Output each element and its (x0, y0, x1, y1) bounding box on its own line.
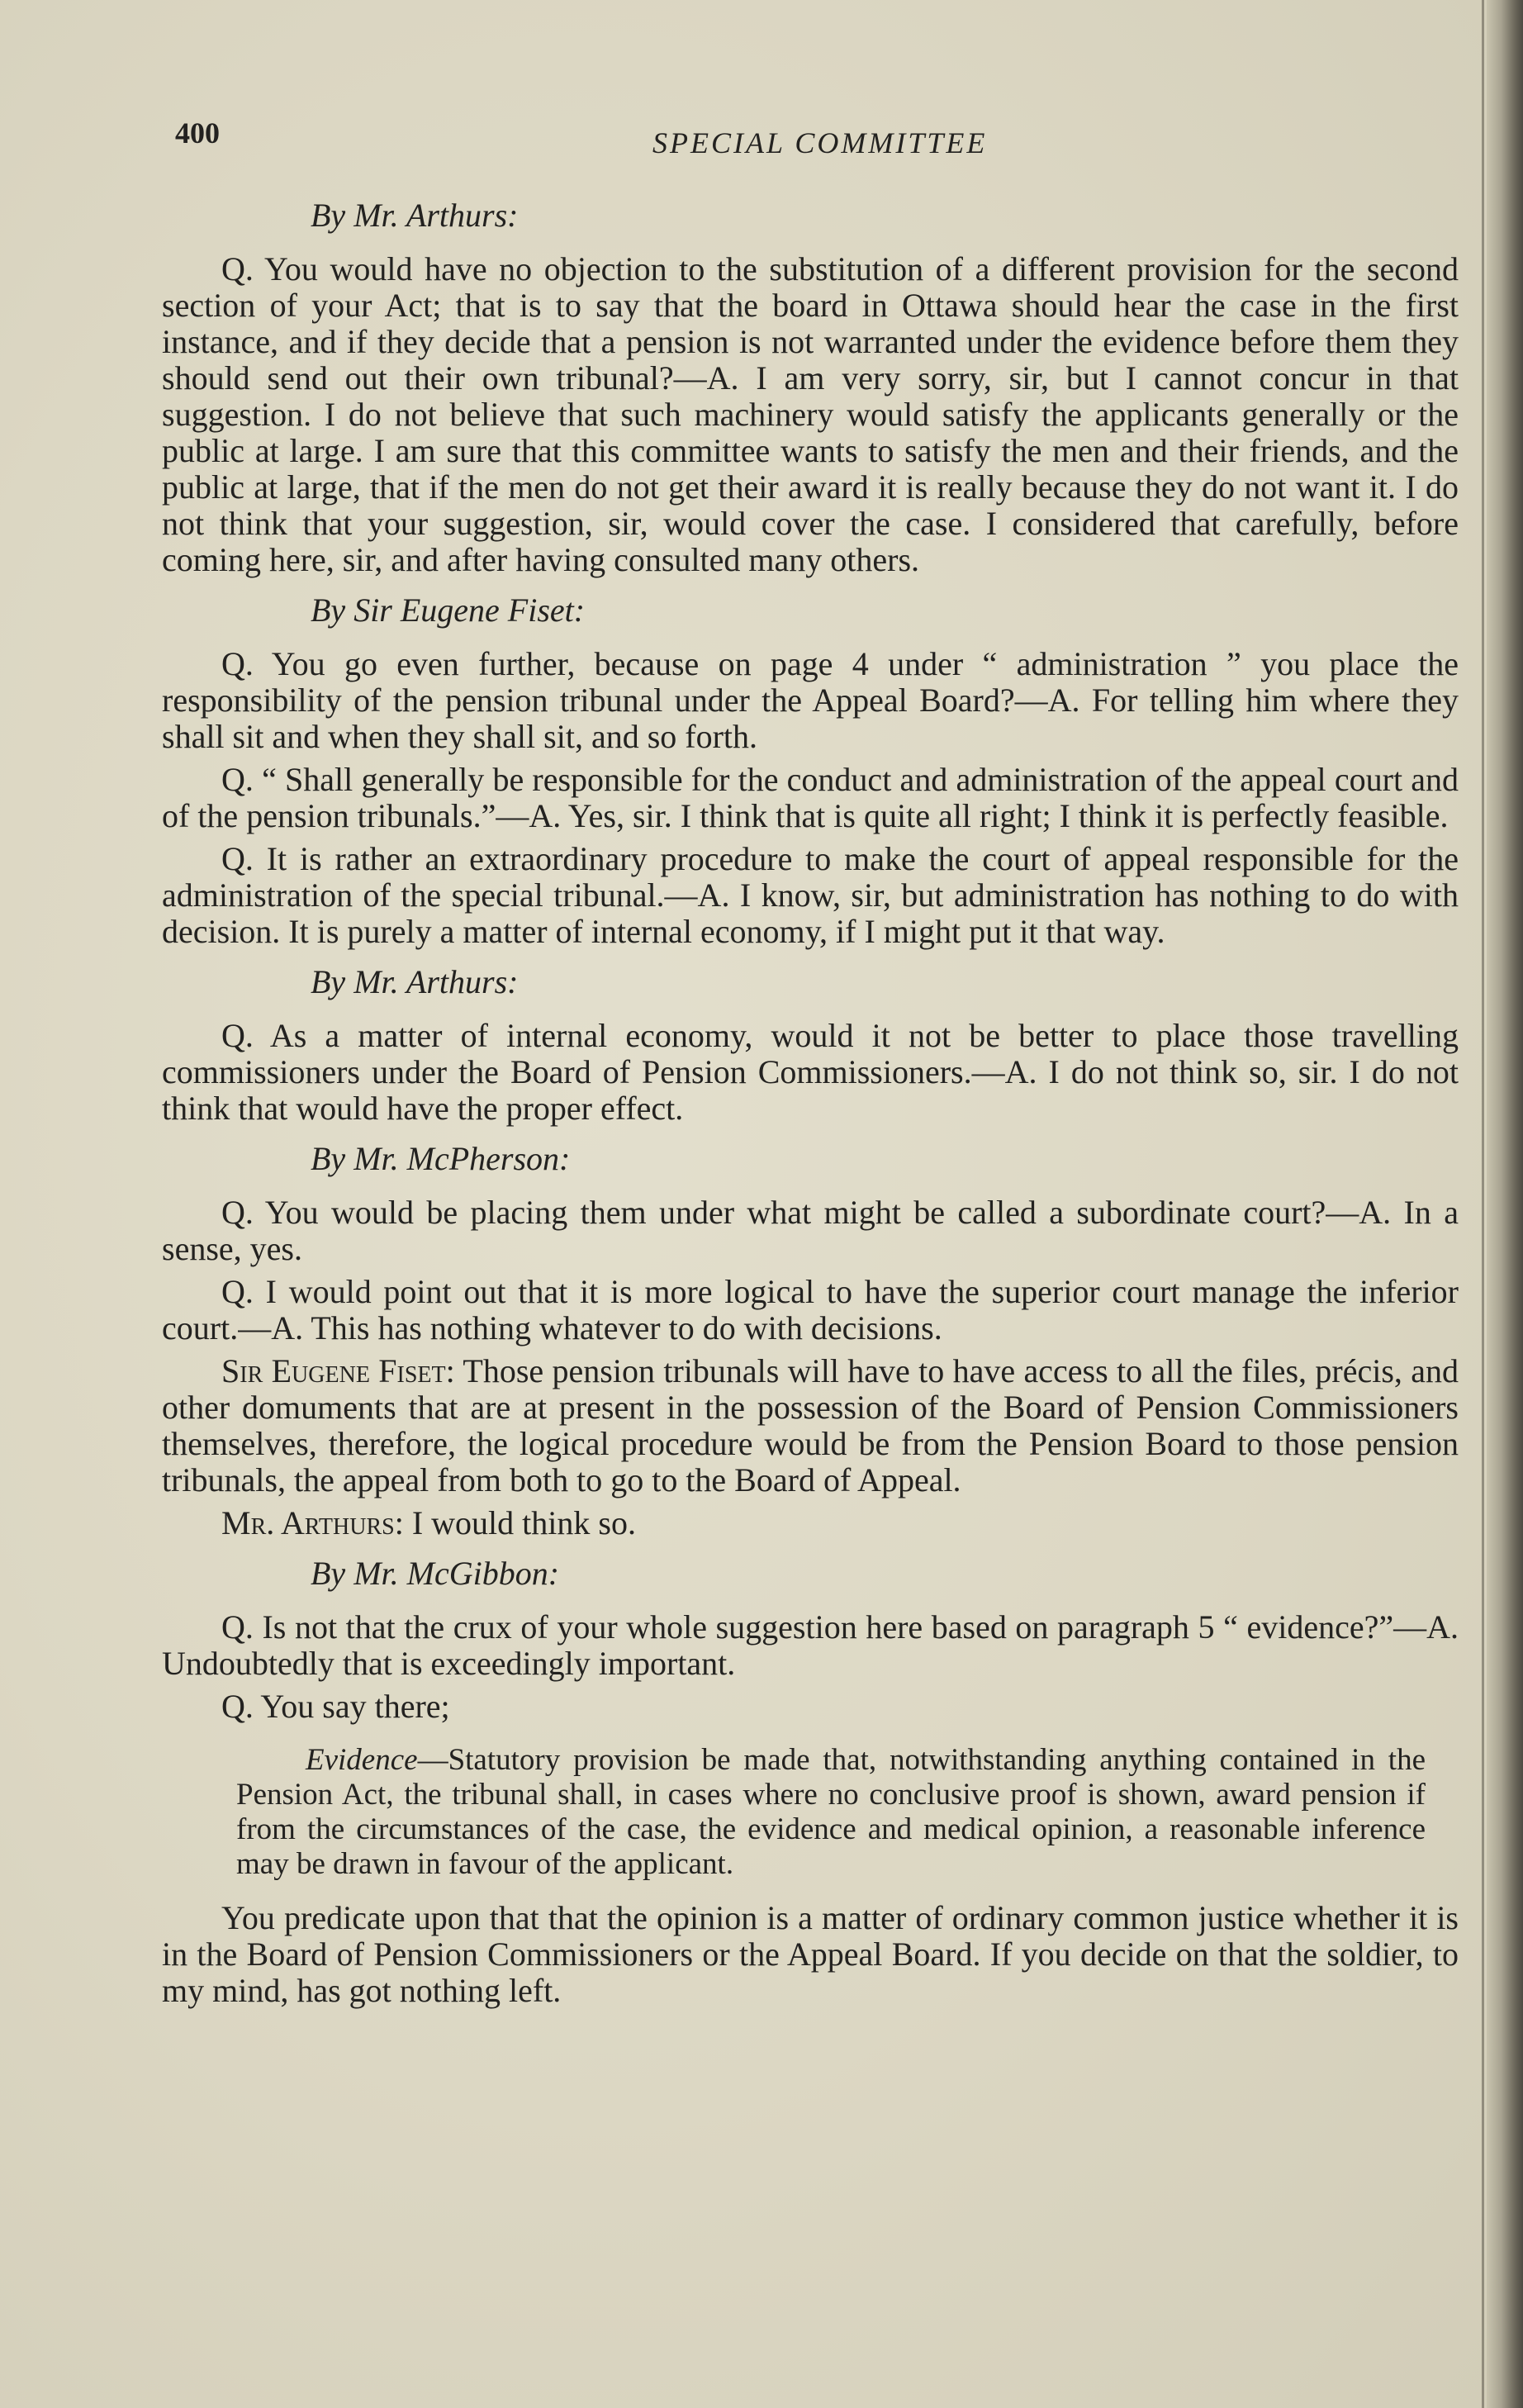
statement-speaker: Sir Eugene Fiset: (221, 1352, 455, 1389)
paragraph: Q. As a matter of internal economy, would it not be better to place those travelling commissioners under the Board of Pension Commissioners.—A. I do not think so, sir. I do not think that would have the proper effect. (162, 1017, 1459, 1127)
page-header (0, 107, 1487, 157)
quote-text: —Statutory provision be made that, notwithstanding anything contained in the Pension Act, the tribunal shall, in cases where no conclusive proof is shown, award pension if from the circumstances of the case, the evidence and medical opinion, a reasonable inference may be drawn in favour of the applicant. (236, 1743, 1426, 1881)
paragraph: Q. You go even further, because on page 4 under “ administration ” you place the responsibility of the pension tribunal under the Appeal Board?—A. For telling him where they shall sit and when they shall sit, and so forth. (162, 645, 1459, 755)
speaker-heading: By Mr. Arthurs: (311, 963, 519, 1000)
page-number: 400 (175, 116, 220, 150)
paragraph: Q. Is not that the crux of your whole suggestion here based on paragraph 5 “ evidence?”—A. Undoubtedly that is exceedingly important. (162, 1608, 1459, 1682)
statement-paragraph (162, 1505, 1459, 1541)
paragraph: Q. It is rather an extraordinary procedure to make the court of appeal responsible for the administration of the special tribunal.—A. I know, sir, but administration has nothing to do with decision. It is purely a matter of internal economy, if I might put it that way. (162, 840, 1459, 950)
speaker-heading: By Mr. Arthurs: (311, 197, 519, 234)
statement-paragraph (162, 1353, 1459, 1498)
running-head: SPECIAL COMMITTEE (652, 126, 988, 159)
paragraph: Q. You say there; (221, 1688, 450, 1725)
block-quote (236, 1743, 1426, 1882)
page-body (162, 183, 1459, 2016)
statement-text: Those pension tribunals will have to have access to all the files, précis, and other domuments that are at present in the possession of the Board of Pension Commissioners themselves, therefore, the logical procedure would be from the Pension Board to those pension tribunals, the appeal from both to go to the Board of Appeal. (162, 1352, 1459, 1498)
speaker-heading: By Sir Eugene Fiset: (311, 591, 586, 629)
paragraph: Q. “ Shall generally be responsible for the conduct and administration of the appeal court and of the pension tribunals.”—A. Yes, sir. I think that is quite all right; I think it is perfectly feasible. (162, 761, 1459, 834)
statement-speaker: Mr. Arthurs: (221, 1504, 404, 1541)
paragraph: Q. I would point out that it is more logical to have the superior court manage the inferior court.—A. This has nothing whatever to do with decisions. (162, 1273, 1459, 1346)
statement-text: I would think so. (411, 1504, 636, 1541)
book-spine-edge (1487, 0, 1523, 2408)
speaker-heading: By Mr. McPherson: (311, 1140, 571, 1177)
quote-lead: Evidence (306, 1743, 418, 1777)
paragraph: Q. You would be placing them under what might be called a subordinate court?—A. In a sense, yes. (162, 1194, 1459, 1267)
speaker-heading: By Mr. McGibbon: (311, 1555, 560, 1592)
paragraph: Q. You would have no objection to the substitution of a different provision for the second section of your Act; that is to say that the board in Ottawa should hear the case in the first instance, and if they decide that a pension is not warranted under the evidence before them they should send out their own tribunal?—A. I am very sorry, sir, but I cannot concur in that suggestion. I do not believe that such machinery would satisfy the applicants generally or the public at large. I am sure that this committee wants to satisfy the men and their friends, and the public at large, that if the men do not get their award it is really because they do not want it. I do not think that your suggestion, sir, would cover the case. I considered that carefully, before coming here, sir, and after having consulted many others. (162, 250, 1459, 578)
page-gutter-shadow (1482, 0, 1484, 2408)
closing-paragraph: You predicate upon that that the opinion is a matter of ordinary common justice whether it is in the Board of Pension Commissioners or the Appeal Board. If you decide on that the soldier, to my mind, has got nothing left. (162, 1899, 1459, 2009)
